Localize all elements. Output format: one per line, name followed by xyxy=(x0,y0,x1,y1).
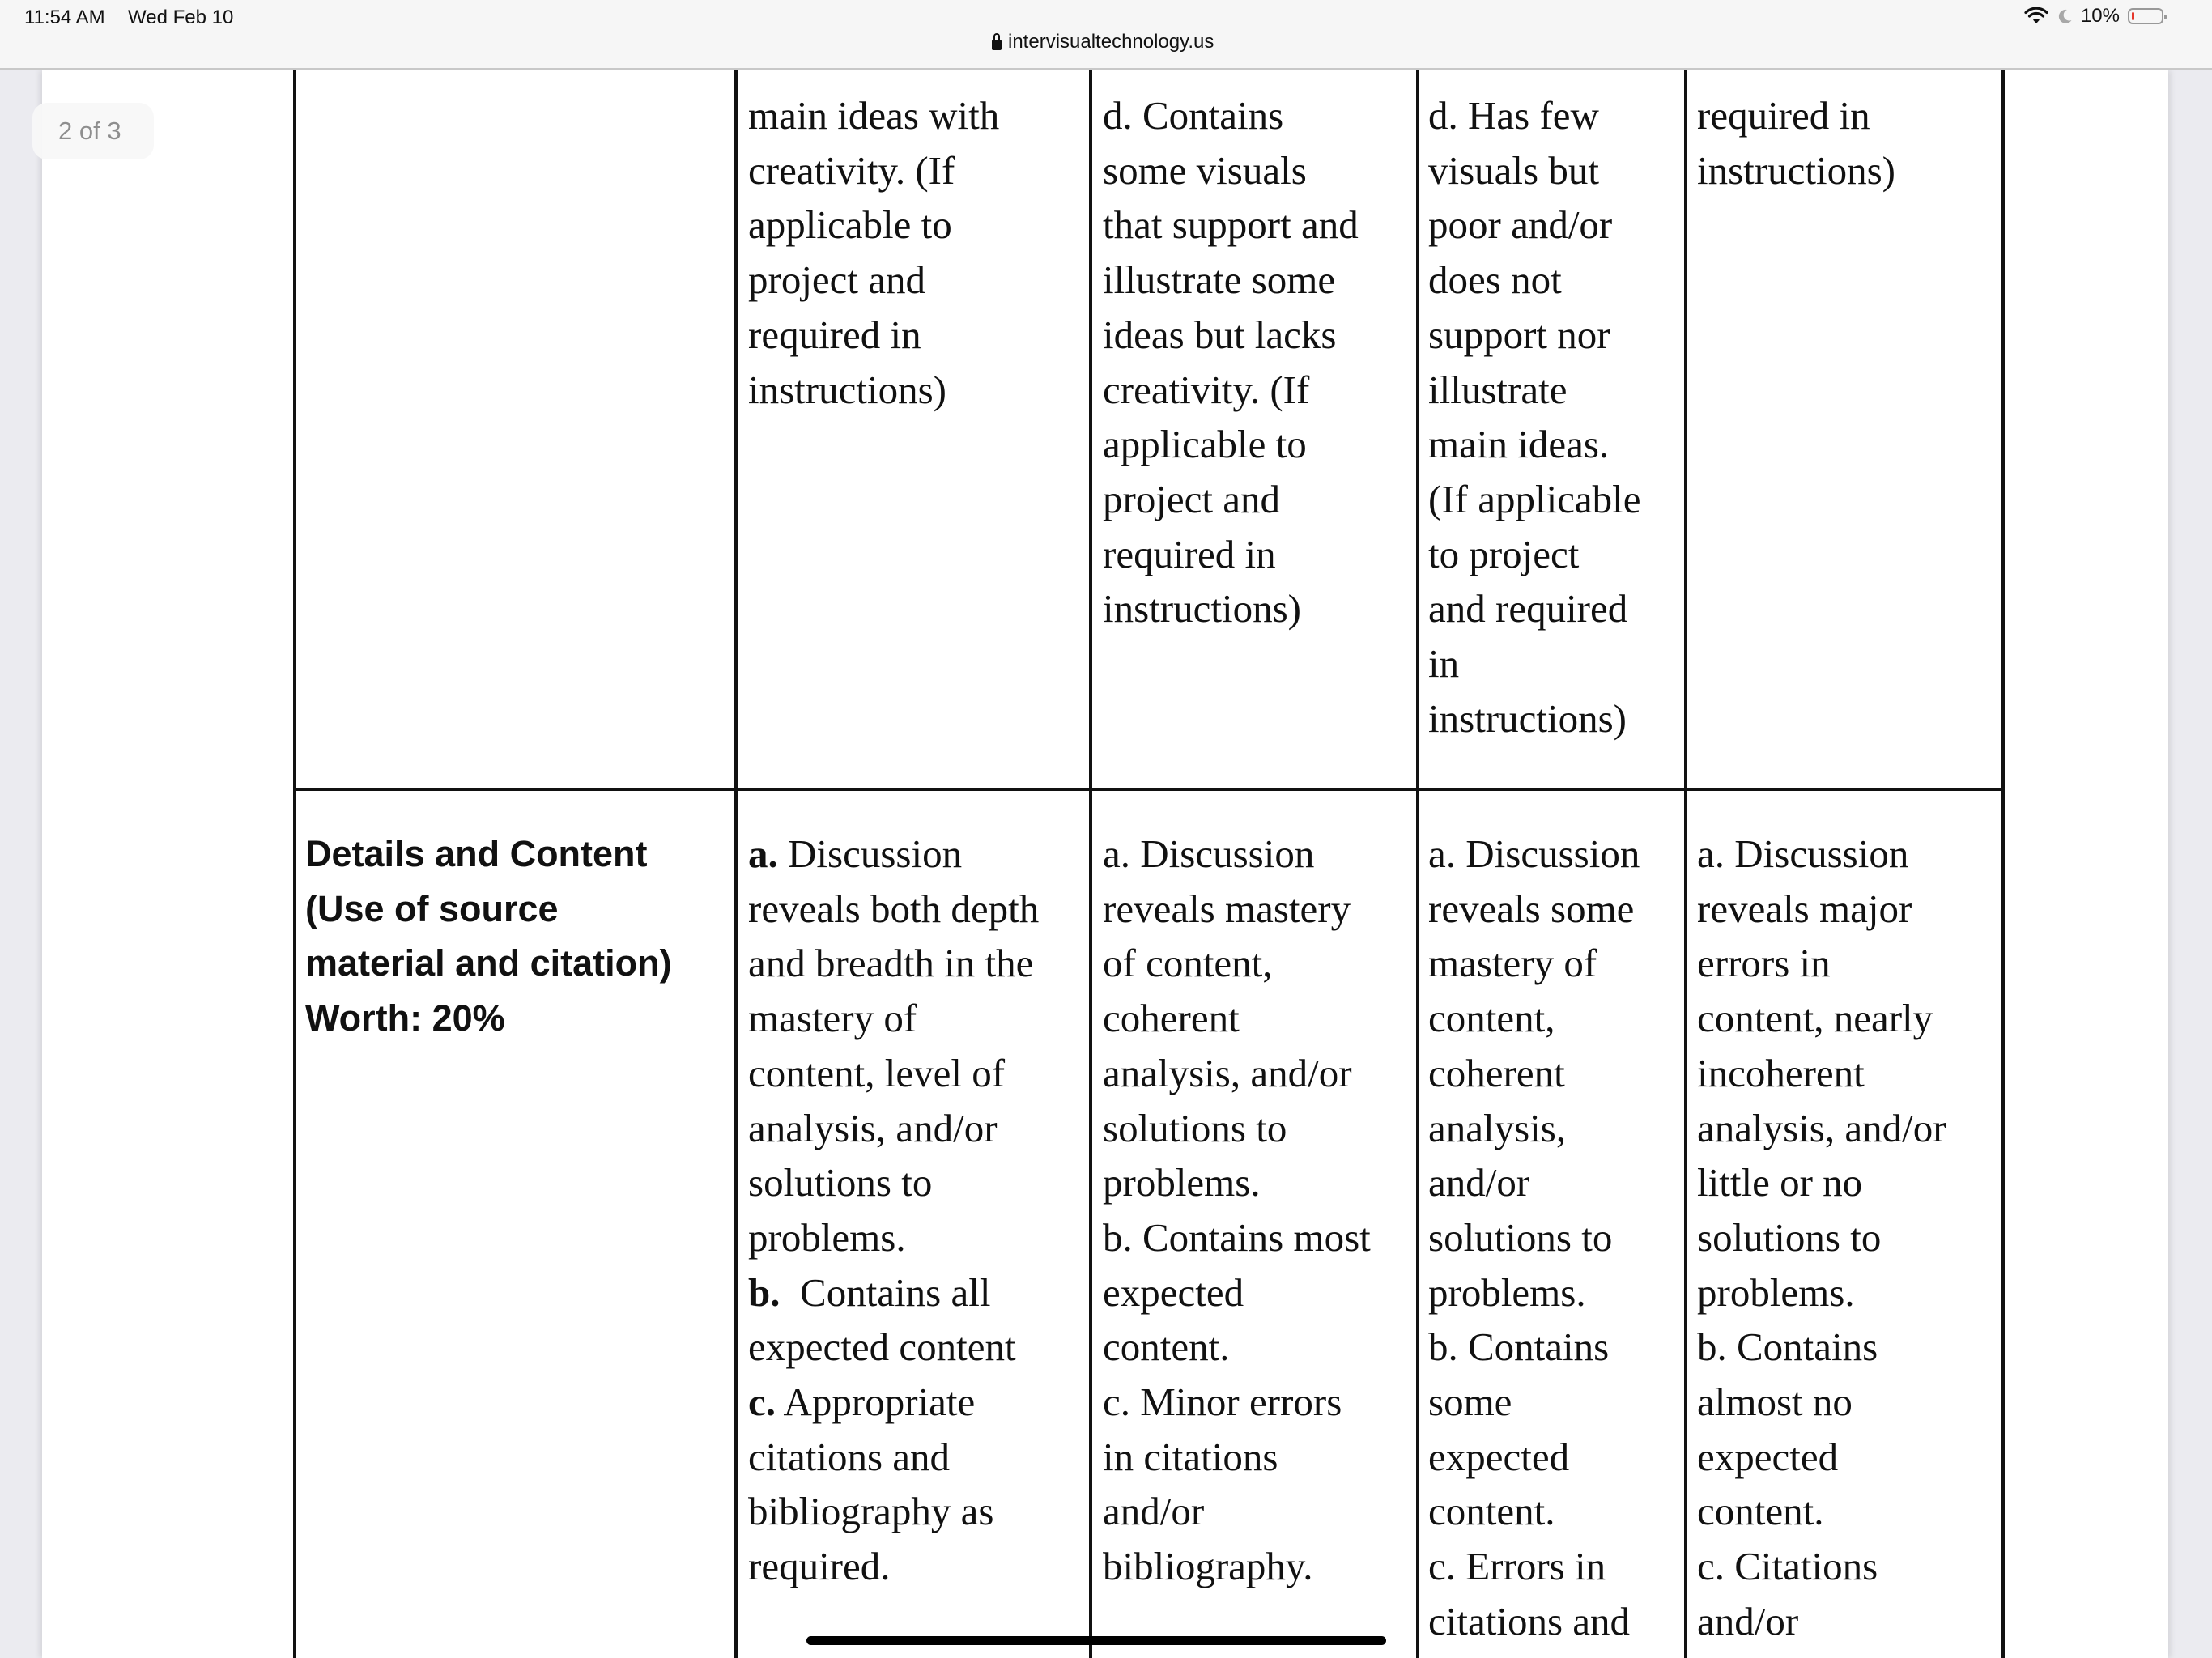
cell-line xyxy=(748,363,999,418)
battery-tip xyxy=(2164,15,2167,19)
cell-line xyxy=(748,1484,1039,1539)
cell-text: and/or xyxy=(1697,1598,1799,1643)
cell-text: analysis, and/or xyxy=(748,1105,998,1150)
row2-cell-poor xyxy=(1697,827,1946,1649)
cell-text: solutions to xyxy=(1697,1214,1882,1260)
cell-line xyxy=(1428,991,1640,1046)
cell-line xyxy=(1697,1594,1946,1649)
cell-line xyxy=(1697,88,1895,143)
cell-line xyxy=(748,1210,1039,1265)
cell-text: in citations xyxy=(1103,1434,1278,1479)
cell-line xyxy=(1428,1484,1640,1539)
cell-line xyxy=(1428,636,1641,691)
row1-cell-fair xyxy=(1428,88,1641,746)
cell-line xyxy=(1103,143,1359,198)
cell-text: solutions to xyxy=(1428,1214,1613,1260)
cell-text: Contains all xyxy=(780,1269,991,1315)
cell-line xyxy=(1428,88,1641,143)
cell-line xyxy=(748,1101,1039,1156)
cell-line xyxy=(1428,253,1641,308)
cell-text: some xyxy=(1428,1380,1512,1425)
rubric-table xyxy=(293,70,2005,1658)
cell-text: expected content xyxy=(748,1324,1016,1370)
cell-text: expected xyxy=(1103,1269,1244,1315)
cell-line xyxy=(748,1375,1039,1430)
cell-line xyxy=(1103,1320,1371,1375)
cell-text: bibliography. xyxy=(1103,1544,1313,1589)
cell-text: problems. xyxy=(1103,1160,1261,1205)
cell-text: incoherent xyxy=(1697,1050,1865,1095)
cell-text: required in xyxy=(1103,531,1276,576)
battery-percent: 10% xyxy=(2080,5,2120,27)
table-border-left xyxy=(293,70,296,1658)
cell-text: poor and/or xyxy=(1428,202,1613,248)
cell-text: citations and xyxy=(1428,1598,1631,1643)
cell-line xyxy=(1428,1320,1640,1375)
cell-text: reveals mastery xyxy=(1103,886,1351,931)
cell-line xyxy=(1428,198,1641,253)
cell-text: creativity. (If xyxy=(748,147,955,193)
cell-line xyxy=(748,1430,1039,1485)
criterion-line: material and citation) xyxy=(305,942,672,984)
cell-text: main ideas with xyxy=(748,93,1000,138)
cell-text: a. Discussion xyxy=(1697,831,1909,876)
status-indicators xyxy=(2024,5,2163,28)
cell-line xyxy=(1103,1430,1371,1485)
criterion-weight: Worth: 20% xyxy=(305,997,505,1039)
cell-text: support nor xyxy=(1428,312,1610,357)
cell-text: problems. xyxy=(1428,1269,1586,1315)
cell-line xyxy=(1697,1484,1946,1539)
cell-line xyxy=(1103,1265,1371,1320)
cell-line xyxy=(748,827,1039,882)
cell-text: problems. xyxy=(748,1214,906,1260)
address-bar[interactable] xyxy=(992,31,1214,53)
cell-line xyxy=(1103,308,1359,363)
cell-text: required. xyxy=(748,1544,891,1589)
cell-line xyxy=(1103,198,1359,253)
column-divider xyxy=(1416,70,1419,1658)
cell-text: required in xyxy=(748,312,921,357)
cell-text: that support and xyxy=(1103,202,1359,248)
cell-text: content, xyxy=(1428,996,1555,1041)
cell-text: ideas but lacks xyxy=(1103,312,1337,357)
cell-line xyxy=(748,1320,1039,1375)
cell-line xyxy=(1103,581,1359,636)
row2-cell-excellent xyxy=(748,827,1039,1594)
cell-line xyxy=(1428,143,1641,198)
cell-text: applicable to xyxy=(748,202,952,248)
cell-text: c. Errors in xyxy=(1428,1544,1606,1589)
cell-line xyxy=(1428,1210,1640,1265)
cell-line xyxy=(1697,1539,1946,1594)
item-marker: b. xyxy=(748,1269,781,1315)
cell-text: content. xyxy=(1103,1324,1230,1370)
cell-text: d. Contains xyxy=(1103,93,1284,138)
cell-text: does not xyxy=(1428,257,1562,303)
lock-icon xyxy=(992,40,1002,50)
battery-level-fill xyxy=(2132,12,2134,20)
cell-line xyxy=(1103,1101,1371,1156)
cell-text: illustrate some xyxy=(1103,257,1336,303)
cell-text: analysis, xyxy=(1428,1105,1567,1150)
cell-line xyxy=(1697,936,1946,991)
wifi-icon xyxy=(2024,7,2048,25)
cell-line xyxy=(748,1046,1039,1101)
cell-line xyxy=(1103,882,1371,937)
cell-line xyxy=(1103,527,1359,582)
cell-text: content, level of xyxy=(748,1050,1006,1095)
cell-line xyxy=(1428,417,1641,472)
cell-text: analysis, and/or xyxy=(1103,1050,1352,1095)
cell-line xyxy=(1428,1101,1640,1156)
cell-text: project and xyxy=(748,257,926,303)
cell-text: content. xyxy=(1428,1489,1555,1534)
cell-text: instructions) xyxy=(1697,147,1895,193)
cell-line xyxy=(1697,1155,1946,1210)
cell-line xyxy=(1697,1375,1946,1430)
cell-line xyxy=(748,308,999,363)
criterion-line: (Use of source xyxy=(305,887,559,929)
cell-text: some visuals xyxy=(1103,147,1307,193)
cell-line xyxy=(1103,991,1371,1046)
cell-text: expected xyxy=(1697,1434,1839,1479)
moon-icon xyxy=(2057,8,2073,24)
cell-text: reveals both depth xyxy=(748,886,1040,931)
cell-line xyxy=(1103,1539,1371,1594)
cell-line xyxy=(1103,1375,1371,1430)
page-counter: 2 of 3 xyxy=(32,103,154,159)
cell-line xyxy=(1103,827,1371,882)
cell-line xyxy=(1428,1265,1640,1320)
cell-text: coherent xyxy=(1428,1050,1565,1095)
status-bar xyxy=(0,0,2212,70)
cell-text: little or no xyxy=(1697,1160,1863,1205)
cell-text: b. Contains xyxy=(1697,1324,1878,1370)
column-divider xyxy=(1089,70,1092,1658)
status-time: 11:54 AM xyxy=(24,6,105,28)
cell-line xyxy=(1697,143,1895,198)
cell-text: solutions to xyxy=(1103,1105,1287,1150)
cell-line xyxy=(1428,1375,1640,1430)
cell-text: required in xyxy=(1697,93,1870,138)
cell-text: problems. xyxy=(1697,1269,1855,1315)
cell-line xyxy=(1428,936,1640,991)
cell-text: reveals major xyxy=(1697,886,1912,931)
cell-text: of content, xyxy=(1103,941,1273,986)
cell-text: instructions) xyxy=(1428,695,1627,741)
cell-line xyxy=(1103,253,1359,308)
cell-line xyxy=(1103,1046,1371,1101)
cell-text: b. Contains most xyxy=(1103,1214,1371,1260)
criterion-line: Details and Content xyxy=(305,833,648,874)
cell-line xyxy=(1428,363,1641,418)
row2-cell-good xyxy=(1103,827,1371,1594)
cell-text: and/or xyxy=(1103,1489,1205,1534)
battery-icon xyxy=(2128,8,2163,24)
cell-text: content, nearly xyxy=(1697,996,1933,1041)
cell-line xyxy=(1428,581,1641,636)
cell-text: applicable to xyxy=(1103,422,1307,467)
cell-text: analysis, and/or xyxy=(1697,1105,1946,1150)
cell-text: errors in xyxy=(1697,941,1831,986)
cell-text: instructions) xyxy=(748,367,946,412)
cell-line xyxy=(1697,991,1946,1046)
cell-text: reveals some xyxy=(1428,886,1635,931)
cell-line xyxy=(1428,308,1641,363)
cell-text: illustrate xyxy=(1428,367,1568,412)
cell-line xyxy=(1428,527,1641,582)
cell-line xyxy=(1428,472,1641,527)
cell-text: (If applicable xyxy=(1428,476,1641,521)
item-marker: c. xyxy=(748,1380,776,1425)
cell-text: citations and xyxy=(748,1434,951,1479)
cell-line xyxy=(748,882,1039,937)
url-text[interactable]: intervisualtechnology.us xyxy=(1008,31,1214,53)
home-indicator[interactable] xyxy=(806,1636,1386,1645)
cell-text: content. xyxy=(1697,1489,1824,1534)
cell-line xyxy=(1697,1320,1946,1375)
cell-text: Appropriate xyxy=(776,1380,976,1425)
cell-line xyxy=(1103,936,1371,991)
cell-line xyxy=(748,991,1039,1046)
cell-text: project and xyxy=(1103,476,1281,521)
cell-text: mastery of xyxy=(1428,941,1597,986)
cell-line xyxy=(1428,1594,1640,1649)
cell-text: bibliography as xyxy=(748,1489,994,1534)
cell-text: d. Has few xyxy=(1428,93,1599,138)
cell-line xyxy=(1103,363,1359,418)
criterion-details-and-content xyxy=(305,827,672,1046)
cell-line xyxy=(1103,417,1359,472)
row2-cell-fair xyxy=(1428,827,1640,1649)
cell-text: Discussion xyxy=(777,831,963,876)
cell-line xyxy=(1103,472,1359,527)
row1-cell-excellent xyxy=(748,88,999,417)
cell-line xyxy=(1697,1210,1946,1265)
cell-line xyxy=(1428,1155,1640,1210)
cell-line xyxy=(748,198,999,253)
cell-line xyxy=(748,936,1039,991)
cell-line xyxy=(1697,1101,1946,1156)
item-marker: a. xyxy=(748,831,778,876)
cell-text: a. Discussion xyxy=(1428,831,1640,876)
cell-line xyxy=(748,1155,1039,1210)
cell-line xyxy=(1697,1046,1946,1101)
cell-line xyxy=(1697,882,1946,937)
cell-line xyxy=(748,253,999,308)
table-border-right xyxy=(2001,70,2005,1658)
column-divider xyxy=(1684,70,1687,1658)
cell-text: c. Citations xyxy=(1697,1544,1878,1589)
cell-text: coherent xyxy=(1103,996,1240,1041)
cell-text: solutions to xyxy=(748,1160,933,1205)
cell-line xyxy=(748,1265,1039,1320)
cell-text: mastery of xyxy=(748,996,917,1041)
cell-line xyxy=(1103,1484,1371,1539)
status-date: Wed Feb 10 xyxy=(128,6,234,28)
cell-text: c. Minor errors xyxy=(1103,1380,1342,1425)
cell-text: and/or xyxy=(1428,1160,1530,1205)
cell-line xyxy=(1697,1430,1946,1485)
cell-line xyxy=(1428,1539,1640,1594)
cell-text: to project xyxy=(1428,531,1580,576)
cell-text: expected xyxy=(1428,1434,1570,1479)
cell-text: main ideas. xyxy=(1428,422,1610,467)
cell-text: instructions) xyxy=(1103,586,1301,631)
cell-text: a. Discussion xyxy=(1103,831,1315,876)
cell-line xyxy=(1428,691,1641,746)
cell-line xyxy=(1428,827,1640,882)
cell-text: and required xyxy=(1428,586,1628,631)
cell-line xyxy=(1428,1046,1640,1101)
cell-line xyxy=(1103,1155,1371,1210)
cell-line xyxy=(748,143,999,198)
cell-text: and breadth in the xyxy=(748,941,1034,986)
cell-line xyxy=(1428,1430,1640,1485)
cell-line xyxy=(1103,88,1359,143)
row1-cell-good xyxy=(1103,88,1359,636)
cell-line xyxy=(1697,1265,1946,1320)
cell-line xyxy=(1103,1210,1371,1265)
cell-line xyxy=(1428,882,1640,937)
column-divider xyxy=(734,70,738,1658)
cell-text: visuals but xyxy=(1428,147,1599,193)
row1-cell-poor xyxy=(1697,88,1895,198)
cell-line xyxy=(1697,827,1946,882)
cell-text: creativity. (If xyxy=(1103,367,1310,412)
cell-text: in xyxy=(1428,641,1460,687)
cell-text: b. Contains xyxy=(1428,1324,1610,1370)
cell-line xyxy=(748,88,999,143)
row-divider xyxy=(293,788,2005,791)
cell-text: almost no xyxy=(1697,1380,1853,1425)
cell-line xyxy=(748,1539,1039,1594)
